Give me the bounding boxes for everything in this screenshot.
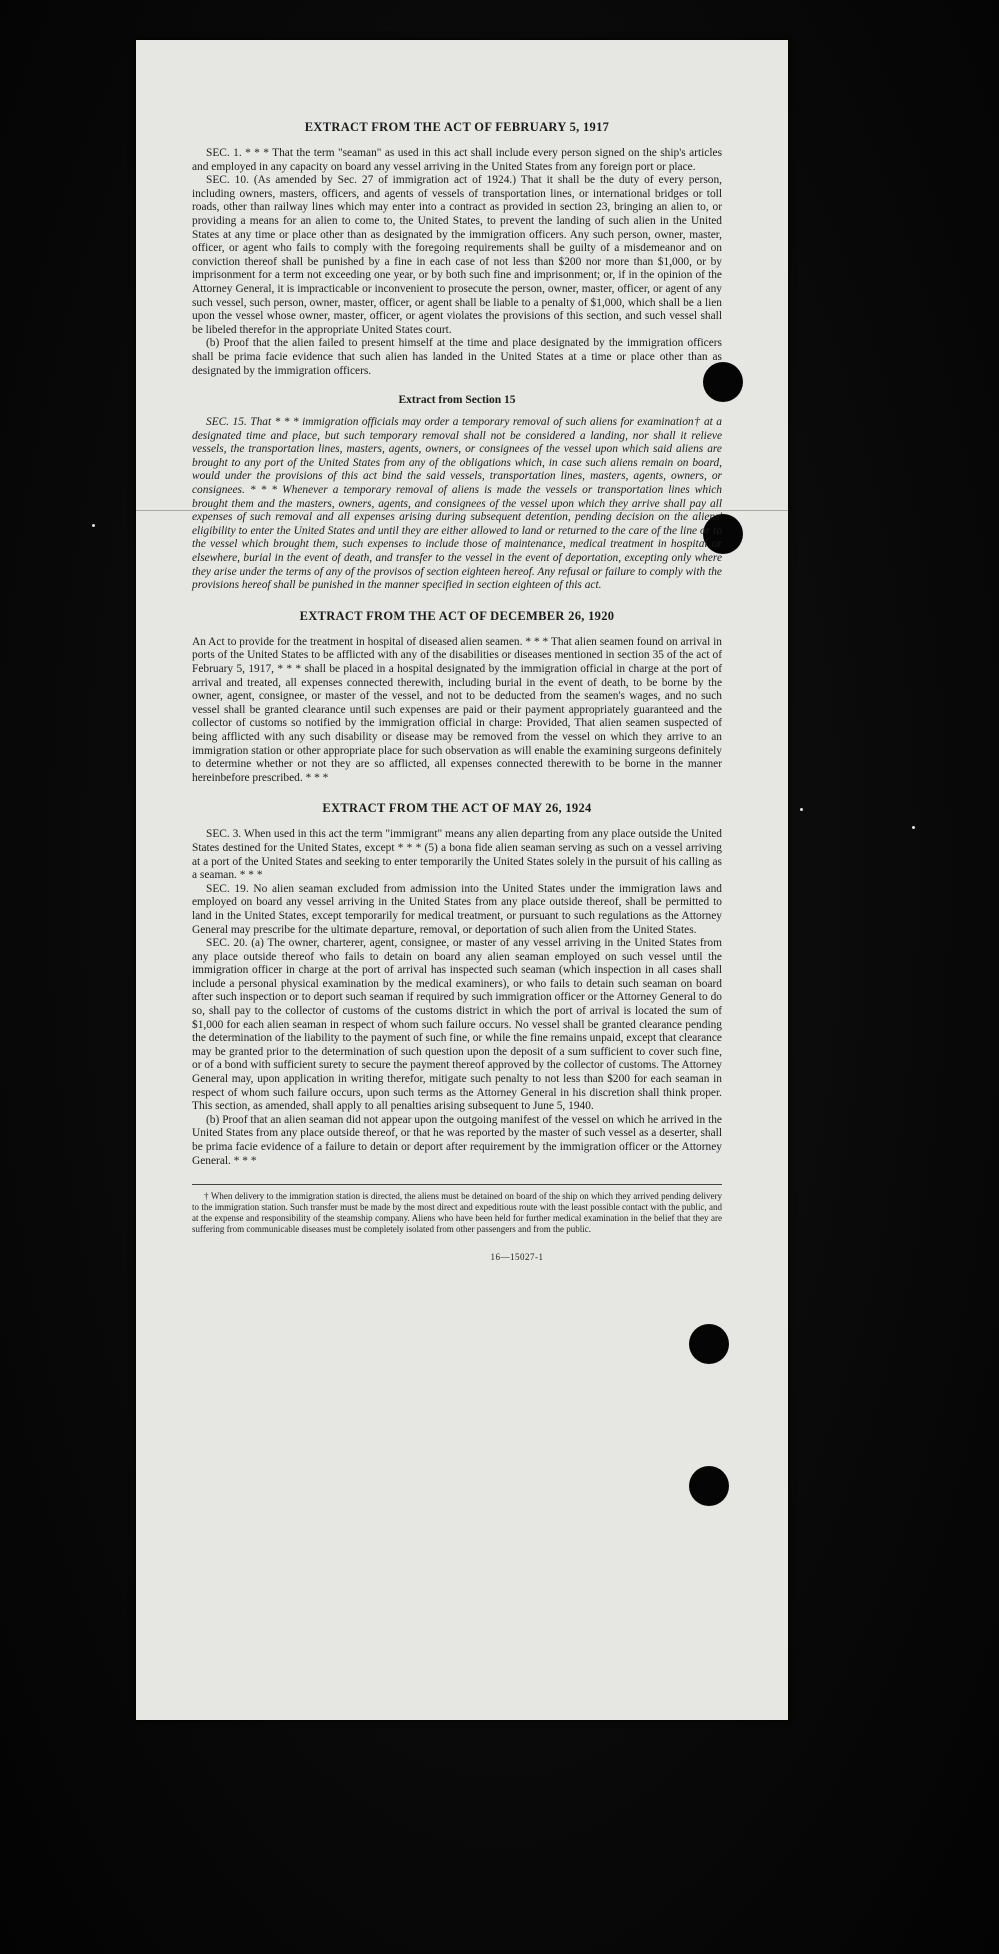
section-act-1917 bbox=[192, 120, 722, 378]
section-act-1924 bbox=[192, 801, 722, 1168]
paragraph-sec-1: SEC. 1. * * * That the term "seaman" as used in this act shall include every person signed on the ship's articles and employed in any capacity on board any vessel arriving in the United States from any foreign port or place. bbox=[192, 147, 722, 173]
section-heading: EXTRACT FROM THE ACT OF DECEMBER 26, 1920 bbox=[299, 608, 615, 623]
section-subheading: Extract from Section 15 bbox=[398, 394, 516, 407]
form-number: 16—15027-1 bbox=[490, 1252, 544, 1263]
film-speck bbox=[800, 808, 803, 811]
paragraph-sec-19: SEC. 19. No alien seaman excluded from admission into the United States under the immigration laws and employed on board any vessel arriving in the United States from any place outside thereof, shall be permitted to land in the United States, except temporarily for medical treatment, or pursuant to such regulations as the Attorney General may prescribe for the ultimate departure, removal, or deportation of such alien from the United States. bbox=[192, 882, 722, 936]
section-act-1920 bbox=[192, 609, 722, 786]
paragraph-hospital-act: An Act to provide for the treatment in hospital of diseased alien seamen. * * * That alien seamen found on arrival in ports of the United States to be afflicted with any of the disabilities or diseases mentioned in section 35 of the act of February 5, 1917, * * * shall be placed in a hospital designated by the immigration official in charge at the port of arrival and treated, all expenses connected therewith, including burial in the event of death, to be borne by the owner, agent, consignee, or master of the vessel, and not to be deducted from the seamen's wages, and no such vessel shall be granted clearance until such expenses are paid or their payment appropriately guaranteed and the collector of customs so notified by the immigration official in charge: Provided, That alien seamen suspected of being afflicted with any such disability or disease may be removed from the vessel on which they arrive to an immigration station or other appropriate place for such observation as will enable the examining surgeons definitely to determine whether or not they are so afflicted, all expenses connected therewith to be borne in the manner hereinbefore prescribed. * * * bbox=[192, 635, 722, 784]
film-speck bbox=[92, 524, 95, 527]
section-heading: EXTRACT FROM THE ACT OF MAY 26, 1924 bbox=[322, 801, 592, 816]
paragraph-sec-3: SEC. 3. When used in this act the term "immigrant" means any alien departing from any place outside the United States destined for the United States, except * * * (5) a bona fide alien seaman serving as such on a vessel arriving at a port of the United States and seeking to enter temporarily the United States solely in the pursuit of his calling as a seaman. * * * bbox=[192, 828, 722, 882]
punch-hole bbox=[689, 1466, 729, 1506]
section-heading: EXTRACT FROM THE ACT OF FEBRUARY 5, 1917 bbox=[304, 120, 610, 134]
paragraph-sec-10: SEC. 10. (As amended by Sec. 27 of immigration act of 1924.) That it shall be the duty of every person, including owners, masters, officers, and agents of vessels of transportation lines, or international bridges or toll roads, other than railway lines which may enter into a contract as provided in section 23, bringing an alien to, or providing a means for an alien to come to, the United States, to prevent the landing of such alien in the United States at any time or place other than as designated by the immigration officers. Any such person, owner, master, officer, or agent who fails to comply with the foregoing requirements shall be guilty of a misdemeanor and on conviction thereof shall be punished by a fine in each case of not less than $200 nor more than $1,000, or by imprisonment for a term not exceeding one year, or by both such fine and imprisonment; or, if in the opinion of the Attorney General, it is impracticable or inconvenient to prosecute the person, owner, master, officer, or agent of any such vessel, such person, owner, master, officer, or agent shall be liable to a penalty of $1,000, which shall be a lien upon the vessel whose owner, master, officer, or agent violates the provisions of this section, and such vessel shall be libeled therefor in the appropriate United States court. bbox=[192, 174, 722, 336]
film-speck bbox=[912, 826, 915, 829]
document-page bbox=[136, 40, 788, 1720]
paragraph-sec-20b: (b) Proof that an alien seaman did not appear upon the outgoing manifest of the vessel on which he arrived in the United States from any place outside thereof, or that he was reported by the master of such vessel as a deserter, shall be prima facie evidence of a failure to detain or deport after requirement by the immigration officer or the Attorney General. * * * bbox=[192, 1113, 722, 1167]
footnote: † When delivery to the immigration station is directed, the aliens must be detained on board of the ship on which they arrived pending delivery to the immigration station. Such transfer must be made by the most direct and expeditious route with the least possible contact with the public, and at the expense and responsibility of the steamship company. Aliens who have been held for further medical examination in the belief that they are suffering from communicable diseases must be completely isolated from other passengers and from the public. bbox=[192, 1191, 722, 1234]
footnote-divider bbox=[192, 1184, 722, 1185]
paragraph-sec-20a: SEC. 20. (a) The owner, charterer, agent, consignee, or master of any vessel arriving in the United States from any place outside thereof who fails to detain on board any alien seaman employed on such vessel until the immigration officer in charge at the port of arrival has inspected such seaman (which inspection in all cases shall include a personal physical examination by the medical examiners), or who fails to detain such seaman on board after such inspection or to deport such seaman if required by such immigration officer or the Attorney General to do so, shall pay to the collector of customs of the customs district in which the port of arrival is located the sum of $1,000 for each alien seaman in respect of whom such failure occurs. No vessel shall be granted clearance pending the determination of the liability to the payment of such fine, or while the fine remains unpaid, except that clearance may be granted prior to the determination of such question upon the deposit of a sum sufficient to cover such fine, or of a bond with sufficient surety to secure the payment thereof approved by the collector of customs. The Attorney General may, upon application in writing therefor, mitigate such penalty to not less than $200 for each seaman in respect of whom such failure occurs, upon such terms as the Attorney General in his discretion shall think proper. This section, as amended, shall apply to all penalties arising subsequent to June 5, 1940. bbox=[192, 937, 722, 1113]
section-extract-15 bbox=[192, 394, 722, 593]
paragraph-proof-b: (b) Proof that the alien failed to present himself at the time and place designated by the immigration officers shall be prima facie evidence that such alien has landed in the United States at a time or place other than as designated by the immigration officers. bbox=[192, 337, 722, 377]
document-body bbox=[192, 120, 722, 1262]
punch-hole bbox=[689, 1324, 729, 1364]
paragraph-sec-15: SEC. 15. That * * * immigration officials may order a temporary removal of such aliens for examination† at a designated time and place, but such temporary removal shall not be considered a landing, nor shall it relieve vessels, the transportation lines, masters, agents, owners, or consignees of the vessel upon which said aliens are brought to any port of the United States from any of the obligations which, in case such aliens remain on board, would under the provisions of this act bind the said vessels, transportation lines, masters, agents, owners, or consignees. * * * Whenever a temporary removal of aliens is made the vessels or transportation lines which brought them and the masters, owners, agents, and consignees of the vessel upon which they arrive shall pay all expenses of such removal and all expenses arising during subsequent detention, pending decision on the aliens' eligibility to enter the United States and until they are either allowed to land or returned to the care of the line or to the vessel which brought them, such expenses to include those of maintenance, medical treatment in hospital or elsewhere, burial in the event of death, and transfer to the vessel in the event of deportation, excepting only where they arise under the terms of any of the provisos of section eighteen hereof. Any refusal or failure to comply with the provisions hereof shall be punished in the manner specified in section eighteen of this act. bbox=[192, 416, 722, 592]
